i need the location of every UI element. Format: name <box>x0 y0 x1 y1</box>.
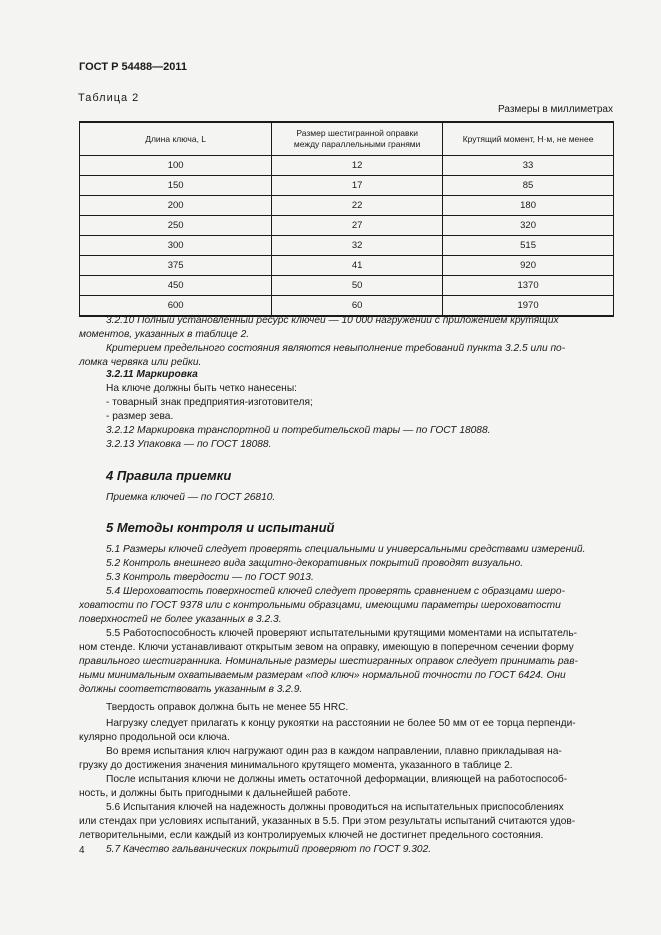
table-cell: 180 <box>443 196 614 216</box>
table-cell: 12 <box>272 156 443 176</box>
clause-5-6-line3: летворительными, если каждый из контролируемых ключей не достигнет предельного состояния. <box>79 830 544 841</box>
section-4-heading: 4 Правила приемки <box>106 468 232 483</box>
clause-5-5-line1: 5.5 Работоспособность ключей проверяют испытательными крутящими моментами на испытатель- <box>106 628 578 639</box>
clause-5-4-line2: ховатости по ГОСТ 9378 или с контрольными образцами, имеющими параметры шероховатости <box>79 600 561 611</box>
table-cell: 600 <box>80 296 272 317</box>
table-cell: 1970 <box>443 296 614 317</box>
table-cell: 17 <box>272 176 443 196</box>
marking-item: - товарный знак предприятия-изготовителя; <box>106 397 313 408</box>
table-units: Размеры в миллиметрах <box>498 104 613 115</box>
table-cell: 200 <box>80 196 272 216</box>
table-row <box>80 256 614 276</box>
hardness-text: Твердость оправок должна быть не менее 55 HRC. <box>106 702 349 713</box>
table-cell: 450 <box>80 276 272 296</box>
table-row <box>80 236 614 256</box>
table-cell: 150 <box>80 176 272 196</box>
table-row <box>80 296 614 317</box>
table-cell: 375 <box>80 256 272 276</box>
clause-5-4-line3: поверхностей не более указанных в 3.2.3. <box>79 614 282 625</box>
clause-5-5-line3: правильного шестигранника. Номинальные размеры шестигранных оправок следует принимать рав- <box>79 656 578 667</box>
table-row <box>80 176 614 196</box>
table-caption: Таблица 2 <box>78 92 140 104</box>
table-cell: 1370 <box>443 276 614 296</box>
table-cell: 300 <box>80 236 272 256</box>
column-header: Размер шестигранной оправки между параллельными гранями <box>272 122 443 156</box>
after-test-line1: После испытания ключи не должны иметь остаточной деформации, влияющей на работоспособ- <box>106 774 568 785</box>
table-cell: 100 <box>80 156 272 176</box>
clause-3-2-13: 3.2.13 Упаковка — по ГОСТ 18088. <box>106 439 272 450</box>
table-cell: 41 <box>272 256 443 276</box>
load-text-line1: Нагрузку следует прилагать к концу рукоятки на расстоянии не более 50 мм от ее торца перпенди- <box>106 718 576 729</box>
column-header: Крутящий момент, Н·м, не менее <box>443 122 614 156</box>
table-header-row <box>80 122 614 156</box>
table-row <box>80 276 614 296</box>
criterion-line2: ломка червяка или рейки. <box>79 357 202 368</box>
table-cell: 50 <box>272 276 443 296</box>
table-row <box>80 216 614 236</box>
clause-5-5-line2: ном стенде. Ключи устанавливают открытым зевом на оправку, имеющую в поперечном сечении форму <box>79 642 574 653</box>
table-cell: 22 <box>272 196 443 216</box>
section-5-heading: 5 Методы контроля и испытаний <box>106 520 335 535</box>
clause-5-6-line2: или стендах при условиях испытаний, указанных в 5.5. При этом результаты испытаний считаются удов- <box>79 816 576 827</box>
marking-item: - размер зева. <box>106 411 174 422</box>
clause-5-7: 5.7 Качество гальванических покрытий проверяют по ГОСТ 9.302. <box>106 844 432 855</box>
load-text-line2: кулярно продольной оси ключа. <box>79 732 230 743</box>
standard-designation: ГОСТ Р 54488—2011 <box>79 61 187 73</box>
clause-5-5-line5: должны соответствовать указанным в 3.2.9. <box>79 684 303 695</box>
table-cell: 320 <box>443 216 614 236</box>
table-row <box>80 156 614 176</box>
clause-5-1: 5.1 Размеры ключей следует проверять специальными и универсальными средствами измерений. <box>106 544 586 555</box>
clause-3-2-10-line2: моментов, указанных в таблице 2. <box>79 329 250 340</box>
after-test-line2: ность, и должны быть пригодными к дальнейшей работе. <box>79 788 351 799</box>
page-number: 4 <box>79 845 85 856</box>
clause-3-2-11-heading: 3.2.11 Маркировка <box>106 369 198 380</box>
table-row <box>80 196 614 216</box>
table-cell: 85 <box>443 176 614 196</box>
table-cell: 515 <box>443 236 614 256</box>
table-cell: 32 <box>272 236 443 256</box>
clause-5-4-line1: 5.4 Шероховатость поверхностей ключей следует проверять сравнением с образцами шеро- <box>106 586 565 597</box>
torque-table <box>79 121 614 317</box>
column-header: Длина ключа, L <box>80 122 272 156</box>
table-cell: 920 <box>443 256 614 276</box>
clause-3-2-10-line1: 3.2.10 Полный установленный ресурс ключей — 10 000 нагружений с приложением крутящих <box>106 315 559 326</box>
table-cell: 60 <box>272 296 443 317</box>
clause-3-2-12: 3.2.12 Маркировка транспортной и потребительской тары — по ГОСТ 18088. <box>106 425 491 436</box>
clause-5-5-line4: ными минимальным охватываемым размерам «под ключ» нормальной точности по ГОСТ 6424. Они <box>79 670 566 681</box>
test-text-line2: грузку до достижения значения минимального крутящего момента, указанного в таблице 2. <box>79 760 513 771</box>
test-text-line1: Во время испытания ключ нагружают один раз в каждом направлении, плавно прикладывая на- <box>106 746 562 757</box>
table-cell: 27 <box>272 216 443 236</box>
clause-5-2: 5.2 Контроль внешнего вида защитно-декоративных покрытий проводят визуально. <box>106 558 524 569</box>
criterion-line1: Критерием предельного состояния являются невыполнение требований пункта 3.2.5 или по- <box>106 343 566 354</box>
section-4-text: Приемка ключей — по ГОСТ 26810. <box>106 492 276 503</box>
clause-5-6-line1: 5.6 Испытания ключей на надежность должны проводиться на испытательных приспособлениях <box>106 802 564 813</box>
marking-text: На ключе должны быть четко нанесены: <box>106 383 297 394</box>
table-cell: 250 <box>80 216 272 236</box>
clause-5-3: 5.3 Контроль твердости — по ГОСТ 9013. <box>106 572 314 583</box>
table-cell: 33 <box>443 156 614 176</box>
